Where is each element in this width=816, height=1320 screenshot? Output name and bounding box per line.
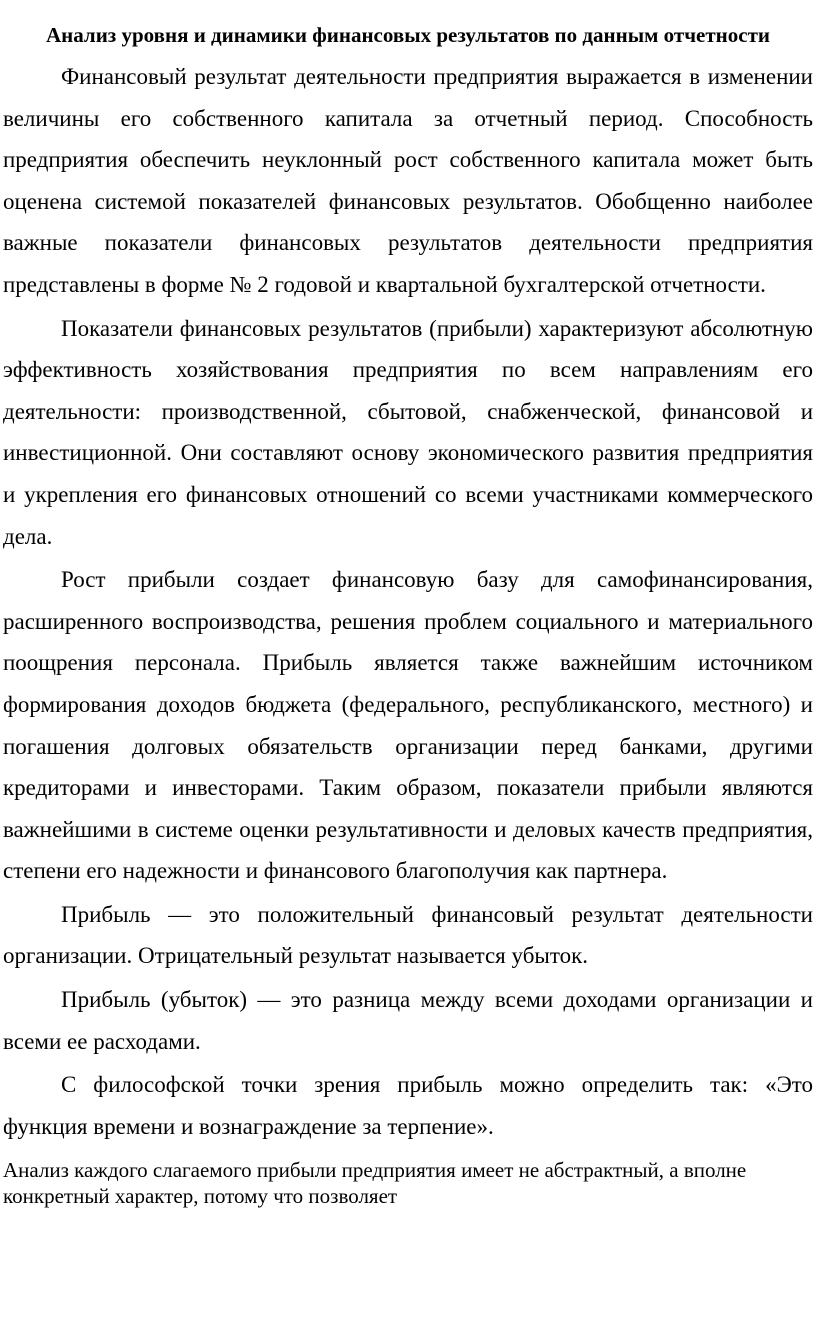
paragraph-profit-definition: Прибыль — это положительный финансовый результат деятельности организации. Отрицательный результат называется убыток. [3, 901, 813, 969]
paragraph-profit-growth: Рост прибыли создает финансовую базу для самофинансирования, расширенного воспроизводства, решения проблем социального и материального поощрения персонала. Прибыль является также важнейшим источником формирования доходов бюджета (федерального, республиканского, местного) и погашения долговых обязательств организации перед банками, другими кредиторами и инвесторами. Таким образом, показатели прибыли являются важнейшими в системе оценки результативности и деловых качеств предприятия, степени его надежности и финансового благополучия как партнера. [3, 567, 813, 884]
paragraph-profit-indicators: Показатели финансовых результатов (прибыли) характеризуют абсолютную эффективность хозяйствования предприятия по всем направлениям его деятельности: производственной, сбытовой, снабженческой, финансовой и инвестиционной. Они составляют основу экономического развития предприятия и укрепления его финансовых отношений со всеми участниками коммерческого дела. [3, 315, 813, 549]
paragraph-profit-loss-definition: Прибыль (убыток) — это разница между всеми доходами организации и всеми ее расходами. [3, 987, 813, 1054]
paragraph-philosophical-view: С философской точки зрения прибыль можно определить так: «Это функция времени и вознаграждение за терпение». [3, 1072, 813, 1139]
document-title: Анализ уровня и динамики финансовых результатов по данным отчетности [45, 23, 771, 47]
paragraph-financial-result: Финансовый результат деятельности предприятия выражается в изменении величины его собственного капитала за отчетный период. Способность предприятия обеспечить неуклонный рост собственного капитала может быть оценена системой показателей финансовых результатов. Обобщенно наиболее важные показатели финансовых результатов деятельности предприятия представлены в форме № 2 годовой и квартальной бухгалтерской отчетности. [3, 64, 813, 297]
paragraph-analysis-tail: Анализ каждого слагаемого прибыли предприятия имеет не абстрактный, а вполне конкретный характер, потому что позволяет [3, 1158, 747, 1209]
